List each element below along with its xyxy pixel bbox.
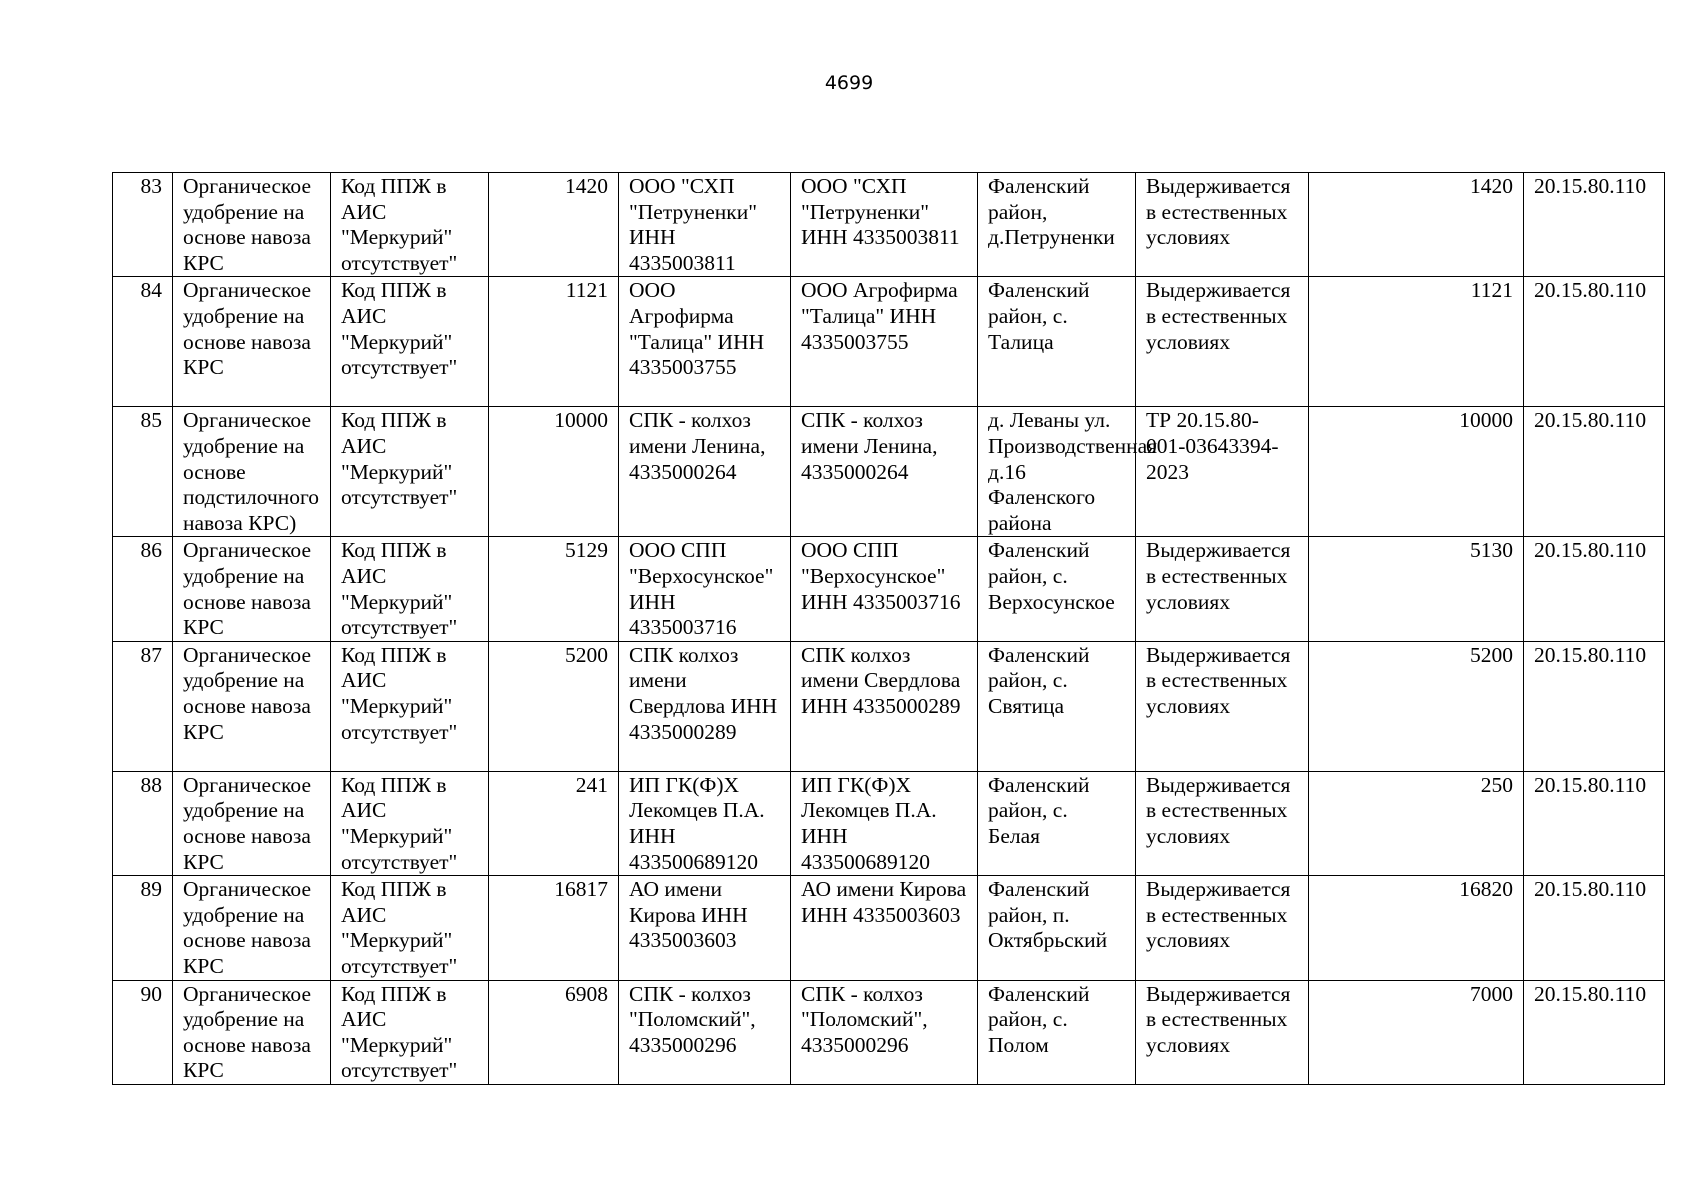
processing-method-cell: Выдерживается в естественных условиях	[1136, 980, 1309, 1084]
product-name-cell: Органическое удобрение на основе навоза КРС	[173, 173, 331, 277]
owner-cell: ООО "СХП "Петруненки" ИНН 4335003811	[791, 173, 978, 277]
quantity-total-cell: 5130	[1309, 537, 1524, 641]
table-row	[113, 407, 1665, 537]
row-number-cell: 86	[113, 537, 173, 641]
quantity-cell: 5129	[489, 537, 619, 641]
row-number-cell: 90	[113, 980, 173, 1084]
product-name-cell: Органическое удобрение на основе навоза КРС	[173, 771, 331, 875]
quantity-total-cell: 250	[1309, 771, 1524, 875]
producer-cell: СПК - колхоз имени Ленина, 4335000264	[619, 407, 791, 537]
processing-method-cell: Выдерживается в естественных условиях	[1136, 771, 1309, 875]
row-number-cell: 87	[113, 641, 173, 771]
producer-cell: АО имени Кирова ИНН 4335003603	[619, 876, 791, 980]
okpd-code-cell: 20.15.80.110	[1524, 277, 1665, 407]
okpd-code-cell: 20.15.80.110	[1524, 641, 1665, 771]
product-name-cell: Органическое удобрение на основе подстилочного навоза КРС)	[173, 407, 331, 537]
table-row	[113, 537, 1665, 641]
table-row	[113, 876, 1665, 980]
table-row	[113, 980, 1665, 1084]
okpd-code-cell: 20.15.80.110	[1524, 876, 1665, 980]
location-cell: Фаленский район, с. Верхосунское	[978, 537, 1136, 641]
ppzh-code-cell: Код ППЖ в АИС "Меркурий" отсутствует"	[331, 771, 489, 875]
product-name-cell: Органическое удобрение на основе навоза КРС	[173, 277, 331, 407]
row-number-cell: 88	[113, 771, 173, 875]
product-name-cell: Органическое удобрение на основе навоза КРС	[173, 641, 331, 771]
processing-method-cell: Выдерживается в естественных условиях	[1136, 876, 1309, 980]
row-number-cell: 84	[113, 277, 173, 407]
table-row	[113, 277, 1665, 407]
processing-method-cell: Выдерживается в естественных условиях	[1136, 641, 1309, 771]
quantity-total-cell: 7000	[1309, 980, 1524, 1084]
location-cell: Фаленский район, с. Белая	[978, 771, 1136, 875]
processing-method-cell: Выдерживается в естественных условиях	[1136, 537, 1309, 641]
quantity-total-cell: 16820	[1309, 876, 1524, 980]
quantity-cell: 5200	[489, 641, 619, 771]
register-table	[112, 172, 1665, 1085]
ppzh-code-cell: Код ППЖ в АИС "Меркурий" отсутствует"	[331, 173, 489, 277]
processing-method-cell: Выдерживается в естественных условиях	[1136, 173, 1309, 277]
location-cell: Фаленский район, д.Петруненки	[978, 173, 1136, 277]
quantity-total-cell: 10000	[1309, 407, 1524, 537]
quantity-cell: 1121	[489, 277, 619, 407]
row-number-cell: 85	[113, 407, 173, 537]
location-cell: Фаленский район, п. Октябрьский	[978, 876, 1136, 980]
quantity-cell: 6908	[489, 980, 619, 1084]
owner-cell: СПК колхоз имени Свердлова ИНН 4335000289	[791, 641, 978, 771]
quantity-total-cell: 5200	[1309, 641, 1524, 771]
quantity-total-cell: 1420	[1309, 173, 1524, 277]
table-row	[113, 771, 1665, 875]
okpd-code-cell: 20.15.80.110	[1524, 537, 1665, 641]
quantity-cell: 241	[489, 771, 619, 875]
producer-cell: ООО "СХП "Петруненки" ИНН 4335003811	[619, 173, 791, 277]
producer-cell: ИП ГК(Ф)Х Лекомцев П.А. ИНН 433500689120	[619, 771, 791, 875]
location-cell: Фаленский район, с. Полом	[978, 980, 1136, 1084]
ppzh-code-cell: Код ППЖ в АИС "Меркурий" отсутствует"	[331, 876, 489, 980]
owner-cell: ООО СПП "Верхосунское" ИНН 4335003716	[791, 537, 978, 641]
producer-cell: СПК - колхоз "Поломский", 4335000296	[619, 980, 791, 1084]
location-cell: Фаленский район, с. Святица	[978, 641, 1136, 771]
page-number: 4699	[824, 72, 874, 94]
okpd-code-cell: 20.15.80.110	[1524, 980, 1665, 1084]
ppzh-code-cell: Код ППЖ в АИС "Меркурий" отсутствует"	[331, 277, 489, 407]
quantity-cell: 10000	[489, 407, 619, 537]
table-row	[113, 173, 1665, 277]
ppzh-code-cell: Код ППЖ в АИС "Меркурий" отсутствует"	[331, 980, 489, 1084]
owner-cell: АО имени Кирова ИНН 4335003603	[791, 876, 978, 980]
row-number-cell: 83	[113, 173, 173, 277]
owner-cell: СПК - колхоз "Поломский", 4335000296	[791, 980, 978, 1084]
row-number-cell: 89	[113, 876, 173, 980]
ppzh-code-cell: Код ППЖ в АИС "Меркурий" отсутствует"	[331, 537, 489, 641]
ppzh-code-cell: Код ППЖ в АИС "Меркурий" отсутствует"	[331, 641, 489, 771]
processing-method-cell: Выдерживается в естественных условиях	[1136, 277, 1309, 407]
location-cell: Фаленский район, с. Талица	[978, 277, 1136, 407]
producer-cell: ООО Агрофирма "Талица" ИНН 4335003755	[619, 277, 791, 407]
product-name-cell: Органическое удобрение на основе навоза КРС	[173, 876, 331, 980]
processing-method-cell: ТР 20.15.80-001-03643394-2023	[1136, 407, 1309, 537]
table-row	[113, 641, 1665, 771]
owner-cell: ИП ГК(Ф)Х Лекомцев П.А. ИНН 433500689120	[791, 771, 978, 875]
okpd-code-cell: 20.15.80.110	[1524, 771, 1665, 875]
quantity-cell: 1420	[489, 173, 619, 277]
location-cell: д. Леваны ул. Производственная д.16 Фаленского района	[978, 407, 1136, 537]
owner-cell: ООО Агрофирма "Талица" ИНН 4335003755	[791, 277, 978, 407]
producer-cell: ООО СПП "Верхосунское" ИНН 4335003716	[619, 537, 791, 641]
ppzh-code-cell: Код ППЖ в АИС "Меркурий" отсутствует"	[331, 407, 489, 537]
product-name-cell: Органическое удобрение на основе навоза КРС	[173, 537, 331, 641]
owner-cell: СПК - колхоз имени Ленина, 4335000264	[791, 407, 978, 537]
quantity-total-cell: 1121	[1309, 277, 1524, 407]
product-name-cell: Органическое удобрение на основе навоза КРС	[173, 980, 331, 1084]
okpd-code-cell: 20.15.80.110	[1524, 407, 1665, 537]
okpd-code-cell: 20.15.80.110	[1524, 173, 1665, 277]
quantity-cell: 16817	[489, 876, 619, 980]
producer-cell: СПК колхоз имени Свердлова ИНН 4335000289	[619, 641, 791, 771]
